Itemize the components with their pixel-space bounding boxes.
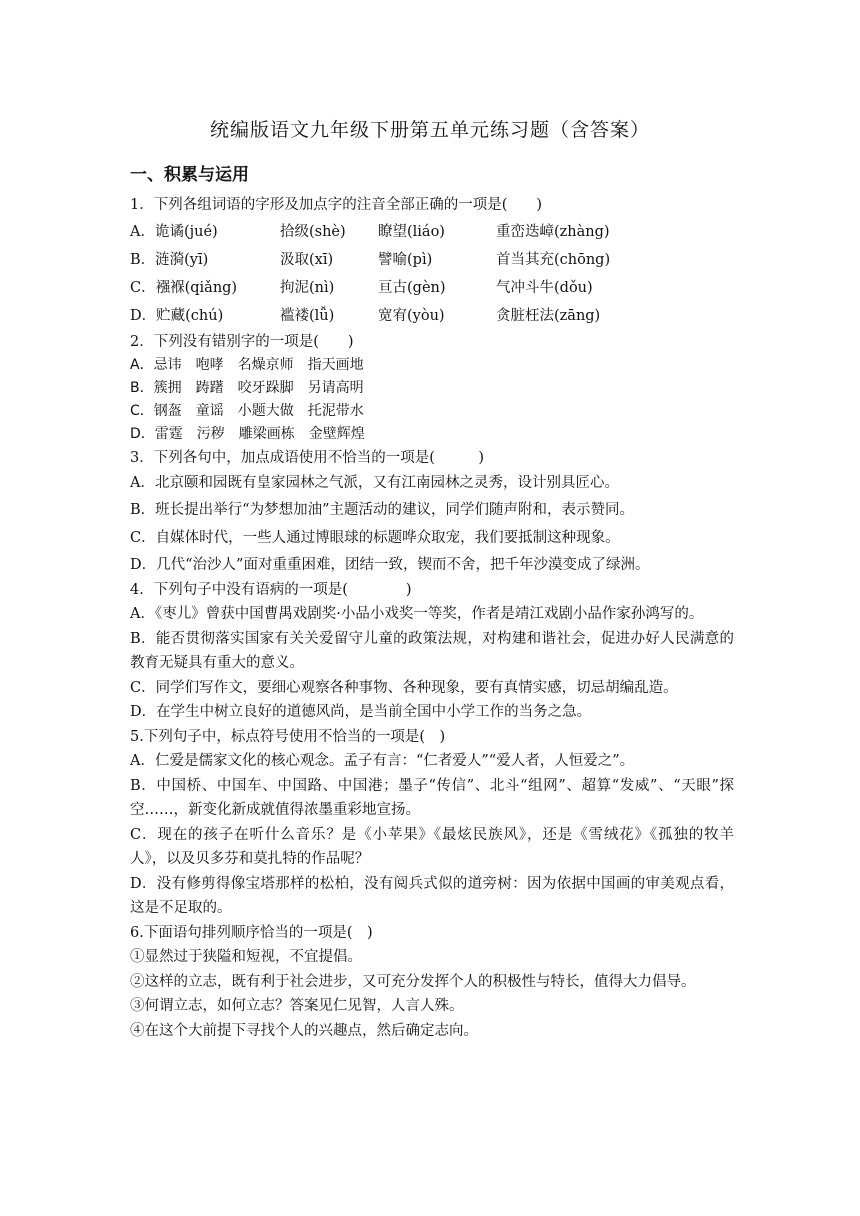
- question-2-stem: 2．下列没有错别字的一项是( ): [130, 333, 354, 350]
- option-b-word-2: 汲取(xī): [280, 251, 334, 268]
- question-3-stem: 3．下列各句中，加点成语使用不恰当的一项是( ): [130, 450, 485, 466]
- option-d-word-1: D．贮藏(chú): [130, 307, 224, 324]
- option-d-word-2: 褴褛(lǚ): [280, 307, 335, 324]
- option-c-word-4: 气冲斗牛(dǒu): [496, 279, 593, 296]
- option-b-word-4: 首当其充(chōng): [496, 251, 611, 268]
- question-6-item-4: ④在这个大前提下寻找个人的兴趣点，然后确定志向。: [130, 1022, 478, 1039]
- option-a-word-4: 重峦迭嶂(zhàng): [496, 223, 610, 240]
- question-4-option-a: A．《枣儿》曾获中国曹禺戏剧奖·小品小戏奖一等奖，作者是靖江戏剧小品作家孙鸿写的。: [130, 606, 704, 622]
- question-5-option-a: A．仁爱是儒家文化的核心观念。孟子有言：“仁者爱人”“爱人者，人恒爱之”。: [130, 753, 635, 769]
- option-b-word-1: B．涟漪(yī): [130, 251, 209, 268]
- option-d-word-4: 贪脏枉法(zāng): [496, 307, 601, 324]
- option-c-word-3: 亘古(gèn): [378, 279, 446, 296]
- question-2-option-c: C．钢盔 童谣 小题大做 托泥带水: [130, 403, 364, 419]
- question-3-option-a: A．北京颐和园既有皇家园林之气派，又有江南园林之灵秀，设计别具匠心。: [130, 474, 619, 491]
- option-a-word-1: A．诡谲(jué): [130, 223, 218, 240]
- option-a-word-3: 瞭望(liáo): [378, 223, 445, 240]
- option-c-word-1: C．襁褓(qiǎng): [130, 279, 238, 296]
- question-3-option-c: C．自媒体时代，一些人通过博眼球的标题哗众取宠，我们要抵制这种现象。: [130, 529, 620, 546]
- question-1-option-c: [130, 274, 734, 302]
- question-5-option-c: C．现在的孩子在听什么音乐？是《小苹果》《最炫民族风》，还是《雪绒花》《孤独的牧羊人》，以及贝多芬和莫扎特的作品呢？: [130, 826, 734, 867]
- question-6-item-1: ①显然过于狭隘和短视，不宜提倡。: [130, 949, 362, 965]
- question-4-option-b: B．能否贯彻落实国家有关关爱留守儿童的政策法规，对构建和谐社会，促进办好人民满意的教育无疑具有重大的意义。: [130, 630, 734, 671]
- question-5-option-b: B．中国桥、中国车、中国路、中国港；墨子“传信”、北斗“组网”、超算“发威”、“天眼”探空……，新变化新成就值得浓墨重彩地宣扬。: [130, 777, 734, 818]
- question-2-option-d: D．雷霆 污秽 雕梁画栋 金壁辉煌: [130, 426, 365, 442]
- question-6-stem: 6.下面语句排列顺序恰当的一项是( ): [130, 924, 373, 941]
- question-5-stem: 5.下列句子中，标点符号使用不恰当的一项是( ): [130, 728, 446, 745]
- option-a-word-2: 拾级(shè): [280, 223, 346, 240]
- question-2-option-b: B．簇拥 踌躇 咬牙跺脚 另请高明: [130, 380, 364, 396]
- question-list: [130, 193, 734, 1043]
- question-1-option-d: [130, 302, 734, 330]
- question-1-stem: 1．下列各组词语的字形及加点字的注音全部正确的一项是( ): [130, 197, 543, 213]
- option-c-word-2: 拘泥(nì): [280, 279, 335, 296]
- question-4-option-d: D．在学生中树立良好的道德风尚，是当前全国中小学工作的当务之急。: [130, 704, 592, 720]
- question-3-option-d: D．几代“治沙人”面对重重困难，团结一致，锲而不舍，把千年沙漠变成了绿洲。: [130, 557, 650, 573]
- question-1-option-a: [130, 218, 734, 246]
- option-b-word-3: 譬喻(pì): [378, 251, 433, 268]
- question-6-item-2: ②这样的立志，既有利于社会进步，又可充分发挥个人的积极性与特长，值得大力倡导。: [130, 973, 696, 990]
- section-heading: 一、积累与运用: [130, 165, 249, 185]
- question-6-item-3: ③何谓立志，如何立志？答案见仁见智，人言人殊。: [130, 998, 464, 1014]
- question-4-stem: 4．下列句子中没有语病的一项是( ): [130, 581, 412, 598]
- document-title: 统编版语文九年级下册第五单元练习题（含答案）: [209, 119, 650, 141]
- question-2-option-a: A．忌讳 咆哮 名燥京师 指天画地: [130, 357, 364, 373]
- question-4-option-c: C．同学们写作文，要细心观察各种事物、各种现象，要有真情实感，切忌胡编乱造。: [130, 679, 678, 696]
- question-1-option-b: [130, 246, 734, 274]
- question-5-option-d: D．没有修剪得像宝塔那样的松柏，没有阅兵式似的道旁树：因为依据中国画的审美观点看，这是不足取的。: [130, 875, 734, 916]
- question-3-option-b: B．班长提出举行“为梦想加油”主题活动的建议，同学们随声附和，表示赞同。: [130, 502, 634, 518]
- option-d-word-3: 宽宥(yòu): [378, 307, 445, 324]
